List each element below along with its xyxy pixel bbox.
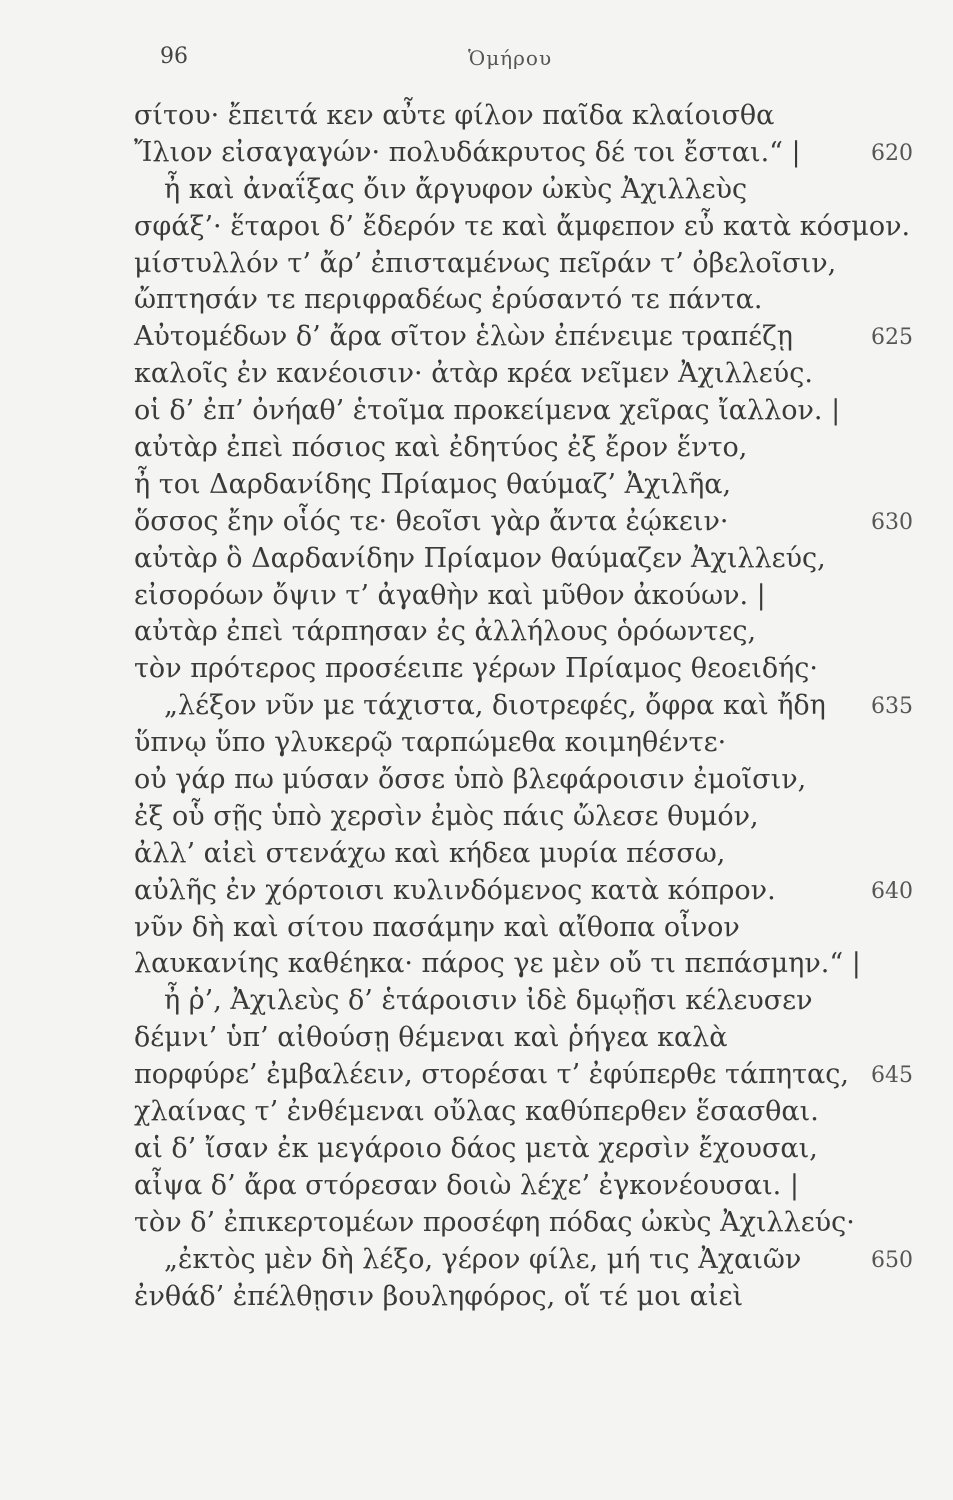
verse-text: εἰσορόων ὄψιν τ’ ἀγαθὴν καὶ μῦθον ἀκούων. | [134, 579, 766, 611]
page-number: 96 [160, 44, 188, 69]
verse-line [0, 1057, 953, 1094]
verse-text: ἐνθάδ’ ἐπέλθῃσιν βουληφόρος, οἵ τέ μοι αἰεὶ [134, 1280, 744, 1312]
verse-line [0, 799, 953, 836]
verse-text: τὸν πρότερος προσέειπε γέρων Πρίαμος θεοειδής· [134, 653, 818, 685]
running-title: Ὁμήρου [468, 46, 553, 70]
verse-text: χλαίνας τ’ ἐνθέμεναι οὔλας καθύπερθεν ἕσασθαι. [134, 1096, 819, 1128]
verse-text: οὐ γάρ πω μύσαν ὄσσε ὑπὸ βλεφάροισιν ἐμοῖσιν, [134, 764, 807, 796]
verse-text: σφάξ’· ἕταροι δ’ ἔδερόν τε καὶ ἄμφεπον εὖ κατὰ κόσμον. [134, 210, 911, 242]
verse-text: μίστυλλόν τ’ ἄρ’ ἐπισταμένως πεῖράν τ’ ὀβελοῖσιν, [134, 247, 837, 279]
verse-line [0, 1242, 953, 1279]
verse-line [0, 873, 953, 910]
verse-text: ἦ τοι Δαρδανίδης Πρίαμος θαύμαζ’ Ἀχιλῆα, [134, 468, 732, 500]
verse-line [0, 725, 953, 762]
verse-text: „λέξον νῦν με τάχιστα, διοτρεφές, ὄφρα καὶ ἤδη [164, 690, 826, 722]
verse-text: „ἐκτὸς μὲν δὴ λέξο, γέρον φίλε, μή τις Ἀχαιῶν [164, 1243, 802, 1275]
verse-line [0, 1168, 953, 1205]
verse-text: πορφύρε’ ἐμβαλέειν, στορέσαι τ’ ἐφύπερθε τάπητας, [134, 1059, 849, 1091]
verse-line [0, 467, 953, 504]
verse-line [0, 651, 953, 688]
verse-line [0, 356, 953, 393]
line-number: 645 [871, 1063, 913, 1089]
line-number: 650 [871, 1247, 913, 1273]
verse-line [0, 172, 953, 209]
verse-text: καλοῖς ἐν κανέοισιν· ἀτὰρ κρέα νεῖμεν Ἀχιλλεύς. [134, 358, 813, 390]
verse-line [0, 135, 953, 172]
verse-text: λαυκανίης καθέηκα· πάρος γε μὲν οὔ τι πεπάσμην.“ | [134, 948, 861, 980]
verse-text: ὤπτησάν τε περιφραδέως ἐρύσαντό τε πάντα. [134, 284, 763, 316]
verse-line [0, 1094, 953, 1131]
verse-line [0, 541, 953, 578]
verse-text: αὐτὰρ ἐπεὶ τάρπησαν ἐς ἀλλήλους ὁρόωντες, [134, 616, 757, 648]
verse-text: αἱ δ’ ἴσαν ἐκ μεγάροιο δάος μετὰ χερσὶν ἔχουσαι, [134, 1132, 818, 1164]
verse-line [0, 983, 953, 1020]
verse-text: σίτου· ἔπειτά κεν αὖτε φίλον παῖδα κλαίοισθα [134, 100, 775, 131]
verse-line [0, 946, 953, 983]
verse-line [0, 1020, 953, 1057]
verse-line [0, 504, 953, 541]
verse-text: τὸν δ’ ἐπικερτομέων προσέφη πόδας ὠκὺς Ἀχιλλεύς· [134, 1206, 855, 1238]
verse-line [0, 762, 953, 799]
verse-text: αἶψα δ’ ἄρα στόρεσαν δοιὼ λέχε’ ἐγκονέουσαι. | [134, 1169, 799, 1201]
verse-text: αὐλῆς ἐν χόρτοισι κυλινδόμενος κατὰ κόπρον. [134, 874, 776, 906]
verse-line [0, 282, 953, 319]
verse-line [0, 910, 953, 947]
verse-block [0, 98, 953, 1315]
verse-text: ἦ καὶ ἀναΐξας ὄιν ἄργυφον ὠκὺς Ἀχιλλεὺς [164, 173, 748, 205]
verse-line [0, 98, 953, 135]
verse-line [0, 1131, 953, 1168]
page-header [0, 44, 953, 84]
verse-text: νῦν δὴ καὶ σίτου πασάμην καὶ αἴθοπα οἶνον [134, 911, 740, 943]
verse-line [0, 836, 953, 873]
verse-text: δέμνι’ ὑπ’ αἰθούσῃ θέμεναι καὶ ῥήγεα καλὰ [134, 1022, 728, 1054]
verse-text: ὅσσος ἔην οἷός τε· θεοῖσι γὰρ ἄντα ἐῴκειν· [134, 505, 729, 537]
line-number: 625 [871, 325, 913, 351]
verse-text: ἀλλ’ αἰεὶ στενάχω καὶ κήδεα μυρία πέσσω, [134, 837, 726, 869]
verse-line [0, 1279, 953, 1316]
verse-text: Αὐτομέδων δ’ ἄρα σῖτον ἑλὼν ἐπένειμε τραπέζῃ [134, 321, 793, 353]
verse-line [0, 688, 953, 725]
line-number: 630 [871, 509, 913, 535]
verse-text: αὐτὰρ ὃ Δαρδανίδην Πρίαμον θαύμαζεν Ἀχιλλεύς, [134, 542, 826, 574]
verse-text: αὐτὰρ ἐπεὶ πόσιος καὶ ἐδητύος ἐξ ἔρον ἕντο, [134, 432, 748, 464]
verse-text: οἱ δ’ ἐπ’ ὀνήαθ’ ἑτοῖμα προκείμενα χεῖρας ἴαλλον. | [134, 395, 841, 427]
verse-line [0, 430, 953, 467]
verse-line [0, 614, 953, 651]
verse-line [0, 578, 953, 615]
line-number: 640 [871, 878, 913, 904]
verse-line [0, 246, 953, 283]
verse-line [0, 1205, 953, 1242]
verse-text: Ἴλιον εἰσαγαγών· πολυδάκρυτος δέ τοι ἔσται.“ | [134, 136, 801, 168]
verse-text: ὕπνῳ ὕπο γλυκερῷ ταρπώμεθα κοιμηθέντε· [134, 727, 727, 759]
verse-line [0, 393, 953, 430]
verse-line [0, 319, 953, 356]
line-number: 635 [871, 694, 913, 720]
verse-text: ἐξ οὗ σῇς ὑπὸ χερσὶν ἐμὸς πάις ὤλεσε θυμόν, [134, 800, 759, 832]
verse-text: ἦ ῥ’, Ἀχιλεὺς δ’ ἑτάροισιν ἰδὲ δμῳῇσι κέλευσεν [164, 985, 813, 1017]
line-number: 620 [871, 140, 913, 166]
verse-line [0, 209, 953, 246]
